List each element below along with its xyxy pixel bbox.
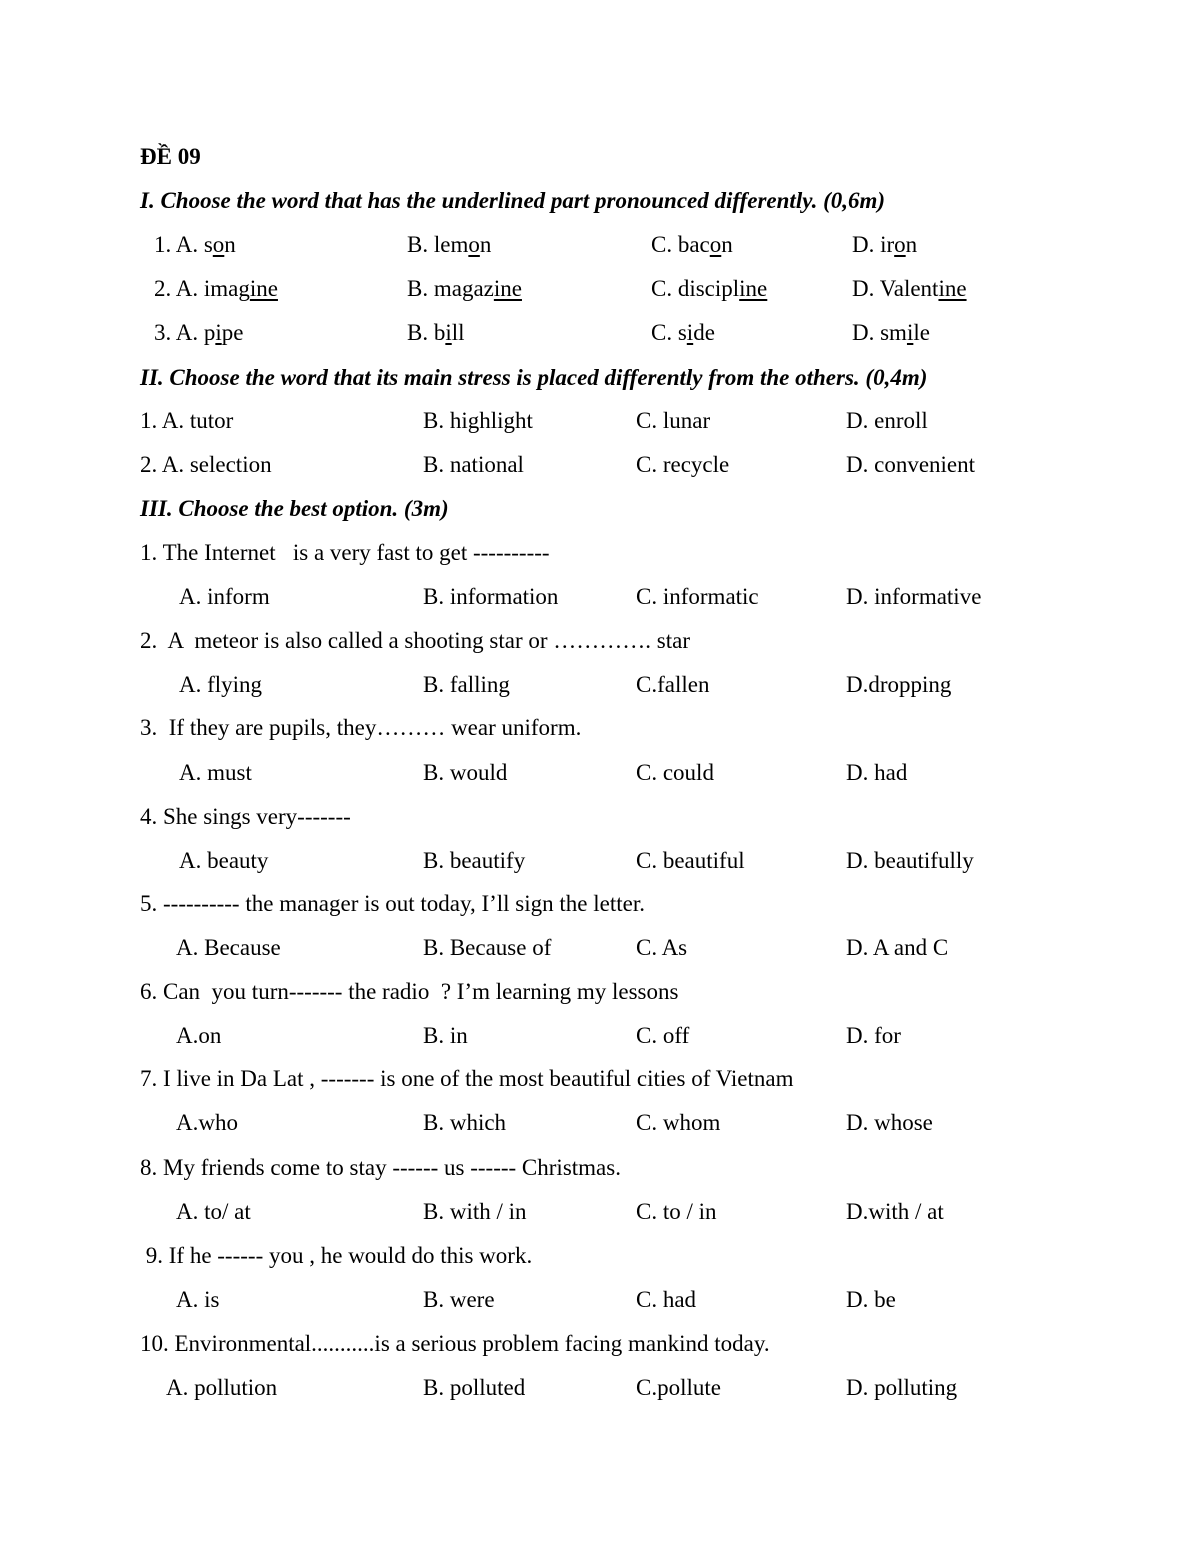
s3-q3-stem: 3. If they are pupils, they……… wear uniform.: [140, 715, 582, 740]
section-2-heading: II. Choose the word that its main stress is placed differently from the others. (0,4m): [140, 365, 928, 390]
s1-q2-option-b: B. magazine: [407, 276, 522, 301]
s3-q3-option-d: D. had: [846, 760, 908, 785]
s1-q2-option-a: 2. A. imagine: [154, 276, 278, 301]
s3-q4-option-c: C. beautiful: [636, 848, 745, 873]
s3-q4-option-d: D. beautifully: [846, 848, 974, 873]
s1-q3-option-c: C. side: [651, 320, 715, 345]
s3-q4-option-a: A. beauty: [179, 848, 269, 873]
s3-q8-stem: 8. My friends come to stay ------ us ------ Christmas.: [140, 1155, 621, 1180]
s3-q10-option-a: A. pollution: [166, 1375, 278, 1400]
s2-q2-option-b: B. national: [423, 452, 524, 477]
s3-q6-stem: 6. Can you turn------- the radio ? I’m learning my lessons: [140, 979, 679, 1004]
s3-q1-option-a: A. inform: [179, 584, 270, 609]
s1-q1-option-c: C. bacon: [651, 232, 733, 257]
s3-q2-stem: 2. A meteor is also called a shooting star or …………. star: [140, 628, 690, 653]
s2-q2-option-c: C. recycle: [636, 452, 730, 477]
s3-q8-option-c: C. to / in: [636, 1199, 717, 1224]
s3-q5-option-d: D. A and C: [846, 935, 949, 960]
s1-q2-option-c: C. discipline: [651, 276, 768, 301]
s2-q1-option-d: D. enroll: [846, 408, 928, 433]
s3-q2-option-d: D.dropping: [846, 672, 952, 697]
s1-q1-option-d: D. iron: [852, 232, 918, 257]
s3-q7-option-a: A.who: [176, 1110, 238, 1135]
s2-q1-option-a: 1. A. tutor: [140, 408, 234, 433]
s3-q5-option-c: C. As: [636, 935, 688, 960]
s3-q10-option-d: D. polluting: [846, 1375, 958, 1400]
s1-q1-option-a: 1. A. son: [154, 232, 236, 257]
s3-q7-stem: 7. I live in Da Lat , ------- is one of the most beautiful cities of Vietnam: [140, 1066, 794, 1091]
s3-q4-stem: 4. She sings very-------: [140, 804, 351, 829]
exam-title: ĐỀ 09: [140, 144, 201, 169]
s3-q1-stem: 1. The Internet is a very fast to get ----------: [140, 540, 550, 565]
s3-q9-option-b: B. were: [423, 1287, 495, 1312]
s3-q8-option-b: B. with / in: [423, 1199, 527, 1224]
s3-q9-option-a: A. is: [176, 1287, 220, 1312]
s3-q5-option-a: A. Because: [176, 935, 281, 960]
s3-q8-option-d: D.with / at: [846, 1199, 944, 1224]
s2-q1-option-b: B. highlight: [423, 408, 533, 433]
s3-q1-option-d: D. informative: [846, 584, 982, 609]
s3-q6-option-d: D. for: [846, 1023, 901, 1048]
s1-q3-option-a: 3. A. pipe: [154, 320, 244, 345]
s1-q3-option-b: B. bill: [407, 320, 465, 345]
s3-q2-option-c: C.fallen: [636, 672, 710, 697]
section-1-heading: I. Choose the word that has the underlined part pronounced differently. (0,6m): [140, 188, 886, 213]
s3-q10-stem: 10. Environmental...........is a serious problem facing mankind today.: [140, 1331, 770, 1356]
s3-q7-option-b: B. which: [423, 1110, 507, 1135]
s3-q7-option-c: C. whom: [636, 1110, 721, 1135]
s3-q2-option-b: B. falling: [423, 672, 510, 697]
s3-q1-option-b: B. information: [423, 584, 559, 609]
s3-q4-option-b: B. beautify: [423, 848, 526, 873]
s3-q8-option-a: A. to/ at: [176, 1199, 251, 1224]
s3-q3-option-a: A. must: [179, 760, 252, 785]
s3-q9-stem: 9. If he ------ you , he would do this work.: [140, 1243, 533, 1268]
s2-q2-option-a: 2. A. selection: [140, 452, 272, 477]
s3-q9-option-d: D. be: [846, 1287, 896, 1312]
s1-q3-option-d: D. smile: [852, 320, 930, 345]
s3-q3-option-b: B. would: [423, 760, 508, 785]
s2-q2-option-d: D. convenient: [846, 452, 976, 477]
s3-q9-option-c: C. had: [636, 1287, 697, 1312]
s3-q6-option-a: A.on: [176, 1023, 222, 1048]
s3-q7-option-d: D. whose: [846, 1110, 933, 1135]
s2-q1-option-c: C. lunar: [636, 408, 711, 433]
s3-q6-option-c: C. off: [636, 1023, 690, 1048]
s3-q6-option-b: B. in: [423, 1023, 468, 1048]
s3-q2-option-a: A. flying: [179, 672, 263, 697]
section-3-heading: III. Choose the best option. (3m): [140, 496, 449, 521]
s3-q3-option-c: C. could: [636, 760, 714, 785]
s1-q1-option-b: B. lemon: [407, 232, 492, 257]
s3-q10-option-c: C.pollute: [636, 1375, 721, 1400]
s3-q5-stem: 5. ---------- the manager is out today, I’ll sign the letter.: [140, 891, 645, 916]
s3-q5-option-b: B. Because of: [423, 935, 552, 960]
s3-q1-option-c: C. informatic: [636, 584, 759, 609]
s3-q10-option-b: B. polluted: [423, 1375, 526, 1400]
s1-q2-option-d: D. Valentine: [852, 276, 967, 301]
